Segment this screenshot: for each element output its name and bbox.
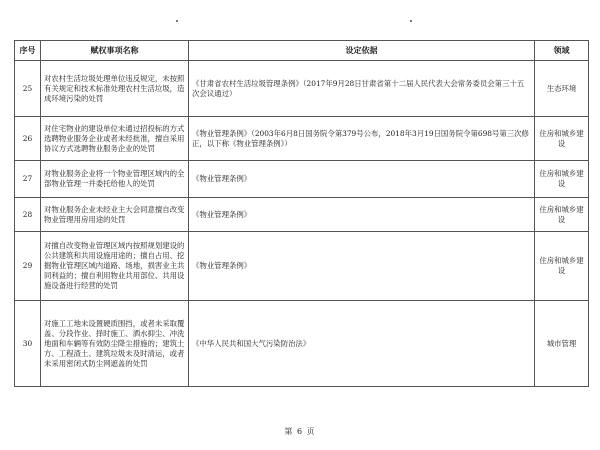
row-field: 住房和城乡建设 — [535, 161, 589, 198]
header-field: 领域 — [535, 41, 589, 61]
row-basis: 《物业管理条例》（2003年6月8日国务院令第379号公布，2018年3月19日国务院令第698号第三次修正，以下称《物业管理条例》） — [189, 117, 535, 161]
page-number: 第 6 页 — [284, 427, 316, 436]
row-field: 城市管理 — [535, 301, 589, 387]
table-row — [15, 61, 589, 117]
header-item: 赋权事项名称 — [41, 41, 189, 61]
row-field: 住房和城乡建设 — [535, 232, 589, 301]
scan-marks — [0, 20, 600, 26]
row-number: 28 — [15, 198, 41, 232]
row-basis: 《中华人民共和国大气污染防治法》 — [189, 301, 535, 387]
row-item: 对农村生活垃圾处理单位违反规定，未按照有关规定和技术标准处理农村生活垃圾，造成环境污染的处罚 — [41, 61, 189, 117]
row-item: 对住宅物业的建设单位未通过招投标的方式选聘物业服务企业或者未经批准，擅自采用协议方式选聘物业服务企业的处罚 — [41, 117, 189, 161]
row-field: 生态环境 — [535, 61, 589, 117]
row-basis: 《物业管理条例》 — [189, 198, 535, 232]
table-row — [15, 161, 589, 198]
row-item: 对物业服务企业未经业主大会同意擅自改变物业管理用房用途的处罚 — [41, 198, 189, 232]
row-number: 29 — [15, 232, 41, 301]
row-number: 25 — [15, 61, 41, 117]
row-basis: 《物业管理条例》 — [189, 232, 535, 301]
authority-table — [14, 40, 589, 387]
row-basis: 《物业管理条例》 — [189, 161, 535, 198]
scan-dot — [410, 20, 412, 22]
header-no: 序号 — [15, 41, 41, 61]
row-number: 26 — [15, 117, 41, 161]
table-row — [15, 117, 589, 161]
table-header-row — [15, 41, 589, 61]
table-row — [15, 232, 589, 301]
row-basis: 《甘肃省农村生活垃圾管理条例》（2017年9月28日甘肃省第十二届人民代表大会常务委员会第三十五次会议通过） — [189, 61, 535, 117]
row-item: 对施工工地未设置硬质围挡，或者未采取覆盖、分段作业、择时施工、洒水抑尘、冲洗地面和车辆等有效防尘降尘措施的；建筑土方、工程渣土、建筑垃圾未及时清运，或者未采用密闭式防尘网遮盖的处罚 — [41, 301, 189, 387]
row-number: 30 — [15, 301, 41, 387]
row-item: 对物业服务企业将一个物业管理区域内的全部物业管理一并委托给他人的处罚 — [41, 161, 189, 198]
row-field: 住房和城乡建设 — [535, 117, 589, 161]
scan-dot — [176, 20, 178, 22]
row-item: 对擅自改变物业管理区域内按照规划建设的公共建筑和共用设施用途的；擅自占用、挖掘物业管理区域内道路、场地，损害业主共同利益的；擅自利用物业共用部位、共用设施设备进行经营的处罚 — [41, 232, 189, 301]
table-row — [15, 301, 589, 387]
row-number: 27 — [15, 161, 41, 198]
table-row — [15, 198, 589, 232]
header-basis: 设定依据 — [189, 41, 535, 61]
row-field: 住房和城乡建设 — [535, 198, 589, 232]
